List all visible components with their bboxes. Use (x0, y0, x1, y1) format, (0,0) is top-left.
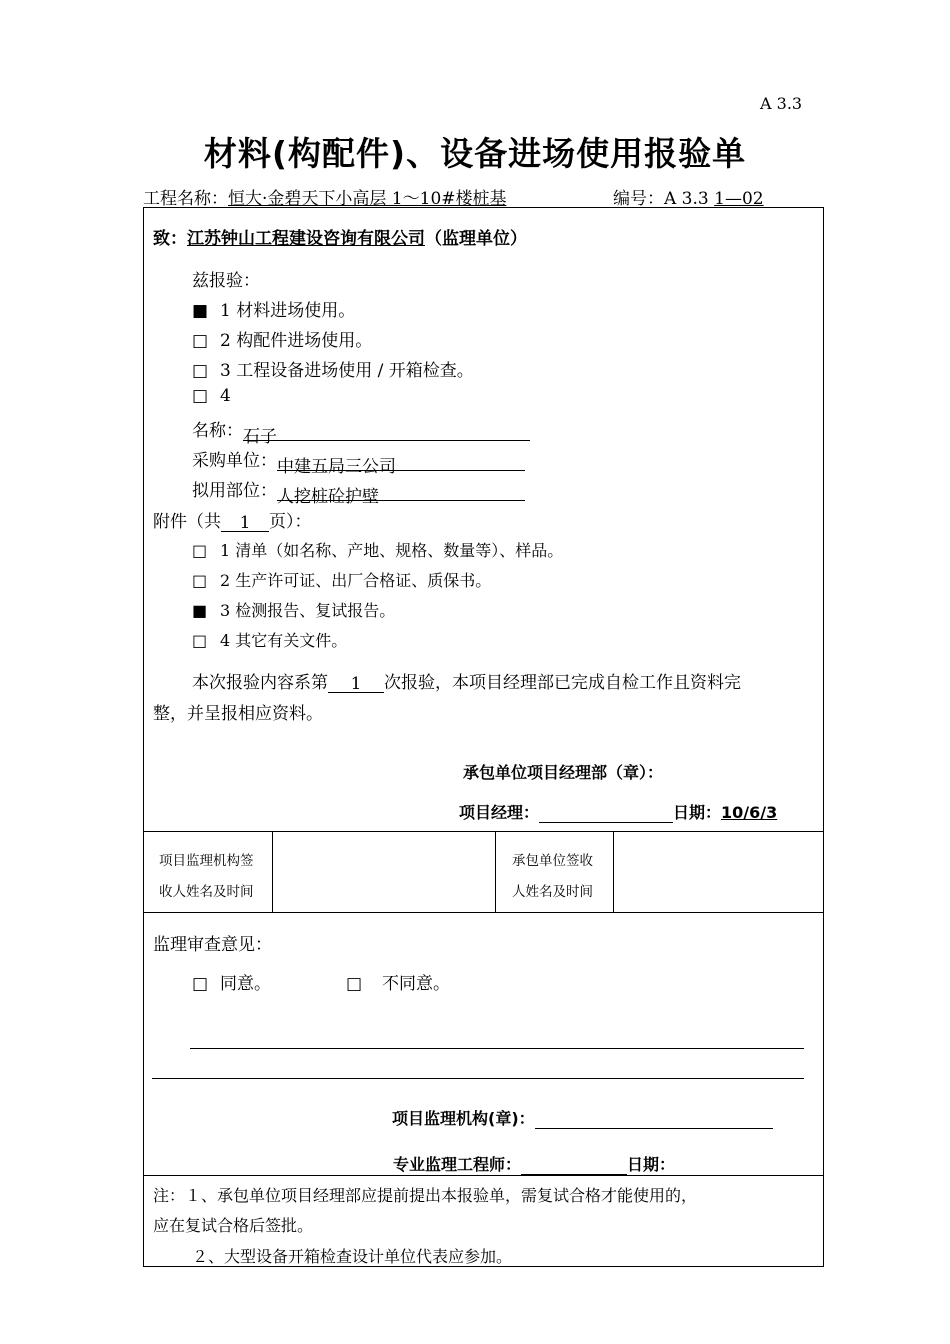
attachment-item-label: 3 检测报告、复试报告。 (220, 601, 396, 620)
sign-col-2 (495, 831, 496, 912)
project-name-row (143, 184, 527, 209)
location-label: 拟用部位： (192, 481, 277, 501)
engineer-signature-input[interactable] (521, 1156, 627, 1175)
attachment-item-list (192, 538, 563, 561)
to-line (153, 224, 527, 249)
number-label: 编号： (613, 189, 664, 209)
divider-sign-bottom (143, 912, 824, 913)
attachment-item-other (192, 628, 347, 651)
contractor-dept-label: 承包单位项目经理部（章）： (463, 763, 664, 782)
review-disagree-option[interactable] (346, 969, 450, 994)
name-label: 名称： (192, 421, 243, 441)
number-suffix: —02 (724, 189, 764, 209)
buyer-value: 中建五局三公司 (277, 457, 396, 477)
report-intro: 兹报验： (192, 271, 260, 291)
number-row (613, 184, 764, 209)
attachments-suffix: 页）： (269, 512, 312, 532)
report-item-label: 1 材料进场使用。 (220, 301, 356, 321)
review-agree-option[interactable] (192, 969, 271, 994)
checkbox-icon[interactable]: □ (192, 571, 208, 590)
number-prefix: A 3.3 (664, 189, 709, 209)
note-line-1: 注：１、承包单位项目经理部应提前提出本报验单，需复试合格才能使用的， (153, 1186, 698, 1205)
contractor-sign-label-2: 人姓名及时间 (512, 884, 593, 900)
attachments-count[interactable] (221, 513, 269, 532)
supervisor-sign-label-1: 项目监理机构签 (159, 853, 254, 869)
review-opinion-line-1[interactable] (190, 1048, 804, 1049)
page-title: 材料(构配件)、设备进场使用报验单 (203, 134, 747, 173)
attachment-item-label: 4 其它有关文件。 (220, 631, 348, 650)
manager-label: 项目经理： (459, 803, 540, 822)
review-date-label: 日期： (627, 1155, 676, 1174)
checkbox-icon[interactable]: □ (192, 631, 208, 650)
checkbox-icon[interactable]: □ (192, 331, 209, 351)
review-opinion-line-2[interactable] (152, 1078, 804, 1079)
number-mid: 1 (714, 189, 725, 209)
report-item-equipment (192, 356, 474, 381)
attachment-item-license (192, 568, 491, 591)
report-item-components (192, 326, 372, 351)
disagree-label: 不同意。 (382, 974, 450, 994)
name-field (192, 416, 530, 447)
location-input[interactable] (277, 482, 525, 507)
manager-signature-input[interactable] (539, 804, 673, 823)
checkbox-icon[interactable]: □ (346, 974, 363, 994)
attachment-item-report (192, 598, 395, 621)
supervision-org-row (392, 1106, 773, 1129)
statement-line-2: 整，并呈报相应资料。 (153, 704, 323, 724)
project-name-value: 恒大·金碧天下小高层 1～10#楼桩基 (228, 189, 507, 209)
statement-part1: 本次报验内容系第 (192, 673, 328, 693)
form-code: A 3.3 (760, 94, 803, 113)
statement-times-value: 1 (350, 674, 362, 694)
engineer-row (393, 1152, 675, 1175)
supervision-org-label: 项目监理机构(章)： (392, 1109, 535, 1128)
note-line-2: 应在复试合格后签批。 (153, 1216, 314, 1235)
agree-label: 同意。 (220, 974, 271, 994)
to-prefix: 致： (153, 229, 187, 249)
report-item-material (192, 296, 355, 321)
name-value: 石子 (243, 427, 277, 447)
report-item-label: 3 工程设备进场使用 / 开箱检查。 (220, 361, 474, 381)
checkbox-icon[interactable]: □ (192, 974, 209, 994)
location-field (192, 476, 525, 507)
statement-times[interactable] (328, 674, 384, 693)
to-company: 江苏钟山工程建设咨询有限公司 (187, 229, 425, 249)
checkbox-icon[interactable]: □ (192, 386, 209, 406)
name-input[interactable] (243, 422, 530, 447)
buyer-field (192, 446, 525, 477)
report-item-other (192, 386, 231, 406)
attachments-prefix: 附件（共 (153, 512, 221, 532)
attachments-count-value: 1 (239, 513, 251, 533)
contractor-sign-label-1: 承包单位签收 (512, 853, 593, 869)
contractor-date-value: 10/6/3 (721, 803, 778, 822)
attachment-item-label: 1 清单（如名称、产地、规格、数量等）、样品。 (220, 541, 564, 560)
project-name-label: 工程名称： (143, 189, 228, 209)
report-item-label: 4 (220, 386, 231, 406)
to-suffix: （监理单位） (425, 229, 527, 249)
supervisor-sign-cell[interactable] (273, 832, 494, 911)
attachment-item-label: 2 生产许可证、出厂合格证、质保书。 (220, 571, 492, 590)
buyer-input[interactable] (277, 452, 525, 477)
checkbox-checked-icon[interactable]: ■ (192, 301, 209, 321)
checkbox-checked-icon[interactable]: ■ (192, 601, 208, 620)
divider-notes (143, 1175, 824, 1176)
report-item-label: 2 构配件进场使用。 (220, 331, 373, 351)
checkbox-icon[interactable]: □ (192, 361, 209, 381)
contractor-sign-cell[interactable] (614, 832, 823, 911)
contractor-manager-row (459, 800, 777, 823)
contractor-date-label: 日期： (673, 803, 722, 822)
engineer-label: 专业监理工程师： (393, 1155, 522, 1174)
review-label: 监理审查意见： (153, 935, 272, 955)
statement-part2: 次报验，本项目经理部已完成自检工作且资料完 (384, 673, 741, 693)
buyer-label: 采购单位： (192, 451, 277, 471)
checkbox-icon[interactable]: □ (192, 541, 208, 560)
attachments-header (153, 507, 312, 532)
supervisor-sign-label-2: 收人姓名及时间 (159, 884, 254, 900)
note-line-3: ２、大型设备开箱检查设计单位代表应参加。 (192, 1247, 513, 1266)
location-value: 人挖桩砼护壁 (277, 487, 379, 507)
supervision-org-input[interactable] (535, 1110, 773, 1129)
statement-line-1 (192, 668, 741, 693)
